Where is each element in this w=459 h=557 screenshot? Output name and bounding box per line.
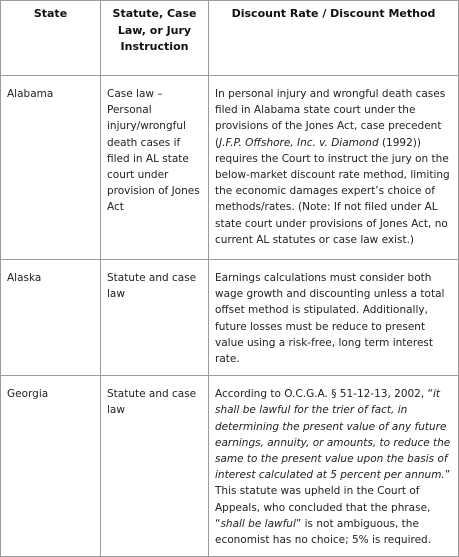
state-cell: Alabama bbox=[1, 76, 101, 260]
method-cell bbox=[209, 376, 459, 557]
header-state: State bbox=[1, 1, 101, 76]
state-cell: Georgia bbox=[1, 376, 101, 557]
table-row bbox=[1, 76, 459, 260]
source-cell: Case law – Personal injury/wrongful death cases if filed in AL state court under provision of Jones Act bbox=[101, 76, 209, 260]
method-text: In personal injury and wrongful death cases filed in Alabama state court under the provisions of the Jones Act, case precedent ( bbox=[215, 88, 446, 149]
method-italic-text: shall be lawful bbox=[220, 517, 296, 530]
method-italic-text: J.F.P. Offshore, Inc. v. Diamond bbox=[219, 136, 379, 149]
method-text: (1992)) requires the Court to instruct the jury on the below-market discount rate method, limiting the economic damages expert’s choice of methods/rates. (Note: If not filed under AL state court under provisions of Jones Act, no current AL statutes or case law exist.) bbox=[215, 136, 450, 246]
source-cell: Statute and case law bbox=[101, 260, 209, 376]
method-text: According to O.C.G.A. § 51-12-13, 2002, “ bbox=[215, 388, 433, 401]
method-text: ” is not ambiguous, the economist has no choice; 5% is required. bbox=[215, 517, 432, 547]
table-row bbox=[1, 376, 459, 557]
header-source: Statute, Case Law, or Jury Instruction bbox=[101, 1, 209, 76]
source-cell: Statute and case law bbox=[101, 376, 209, 557]
method-text: Earnings calculations must consider both wage growth and discounting unless a total offset method is stipulated. Additionally, future losses must be reduce to present value using a risk-free, long term interest rate. bbox=[215, 272, 445, 366]
header-method: Discount Rate / Discount Method bbox=[209, 1, 459, 76]
table-row bbox=[1, 260, 459, 376]
table-header-row bbox=[1, 1, 459, 76]
method-cell bbox=[209, 76, 459, 260]
state-cell: Alaska bbox=[1, 260, 101, 376]
method-italic-text: it shall be lawful for the trier of fact, in determining the present value of any future earnings, annuity, or amounts, to reduce the same to the present value upon the basis of interest calculated at 5 percent per annum. bbox=[215, 388, 451, 482]
method-cell bbox=[209, 260, 459, 376]
method-text: ” This statute was upheld in the Court of Appeals, who concluded that the phrase, “ bbox=[215, 469, 451, 530]
